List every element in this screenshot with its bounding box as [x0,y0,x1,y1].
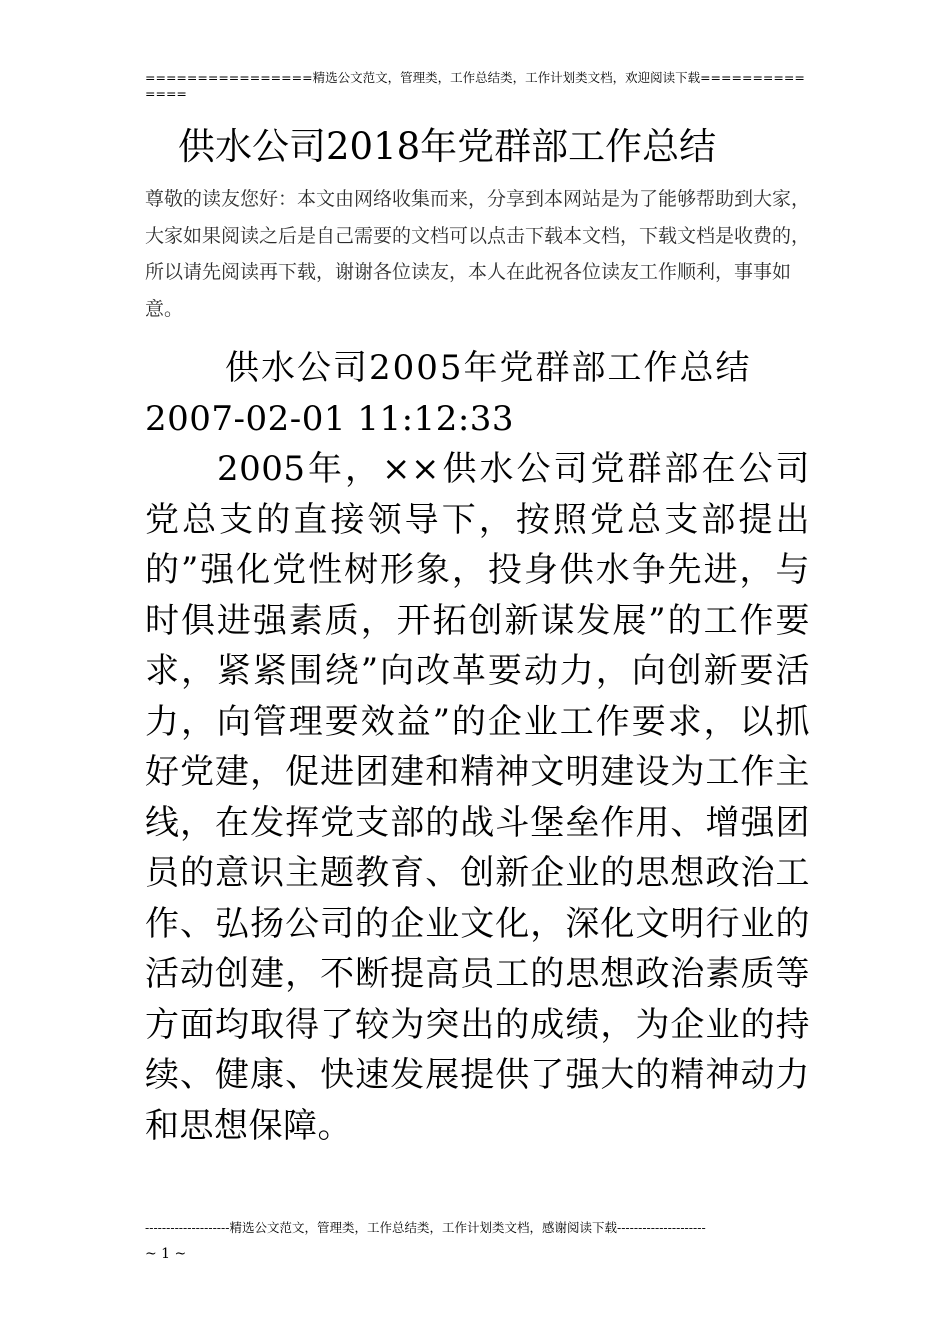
reader-notice: 尊敬的读友您好：本文由网络收集而来，分享到本网站是为了能够帮助到大家，大家如果阅读之后是自己需要的文档可以点击下载本文档，下载文档是收费的，所以请先阅读再下载，谢谢各位读友，本人在此祝各位读友工作顺利，事事如意。 [145,188,811,320]
document-title: 供水公司2018年党群部工作总结 [178,125,717,168]
article-timestamp: 2007-02-01 11:12:33 [145,398,515,439]
header-banner: ================精选公文范文，管理类，工作总结类，工作计划类文档，欢迎阅读下载============== [145,70,805,101]
article-content [145,343,810,1151]
page-number: ~ 1 ~ [145,1246,187,1262]
article-title: 供水公司2005年党群部工作总结 [225,348,752,388]
article-body: 2005年，××供水公司党群部在公司党总支的直接领导下，按照党总支部提出的”强化党性树形象，投身供水争先进，与时俱进强素质，开拓创新谋发展”的工作要求，紧紧围绕”向改革要动力，向创新要活力，向管理要效益”的企业工作要求，以抓好党建，促进团建和精神文明建设为工作主线，在发挥党支部的战斗堡垒作用、增强团员的意识主题教育、创新企业的思想政治工作、弘扬公司的企业文化，深化文明行业的活动创建，不断提高员工的思想政治素质等方面均取得了较为突出的成绩，为企业的持续、健康、快速发展提供了强大的精神动力和思想保障。 [145,449,810,1146]
footer-banner: --------------------精选公文范文，管理类，工作总结类，工作计划类文档，感谢阅读下载--------------------- [145,1220,706,1235]
